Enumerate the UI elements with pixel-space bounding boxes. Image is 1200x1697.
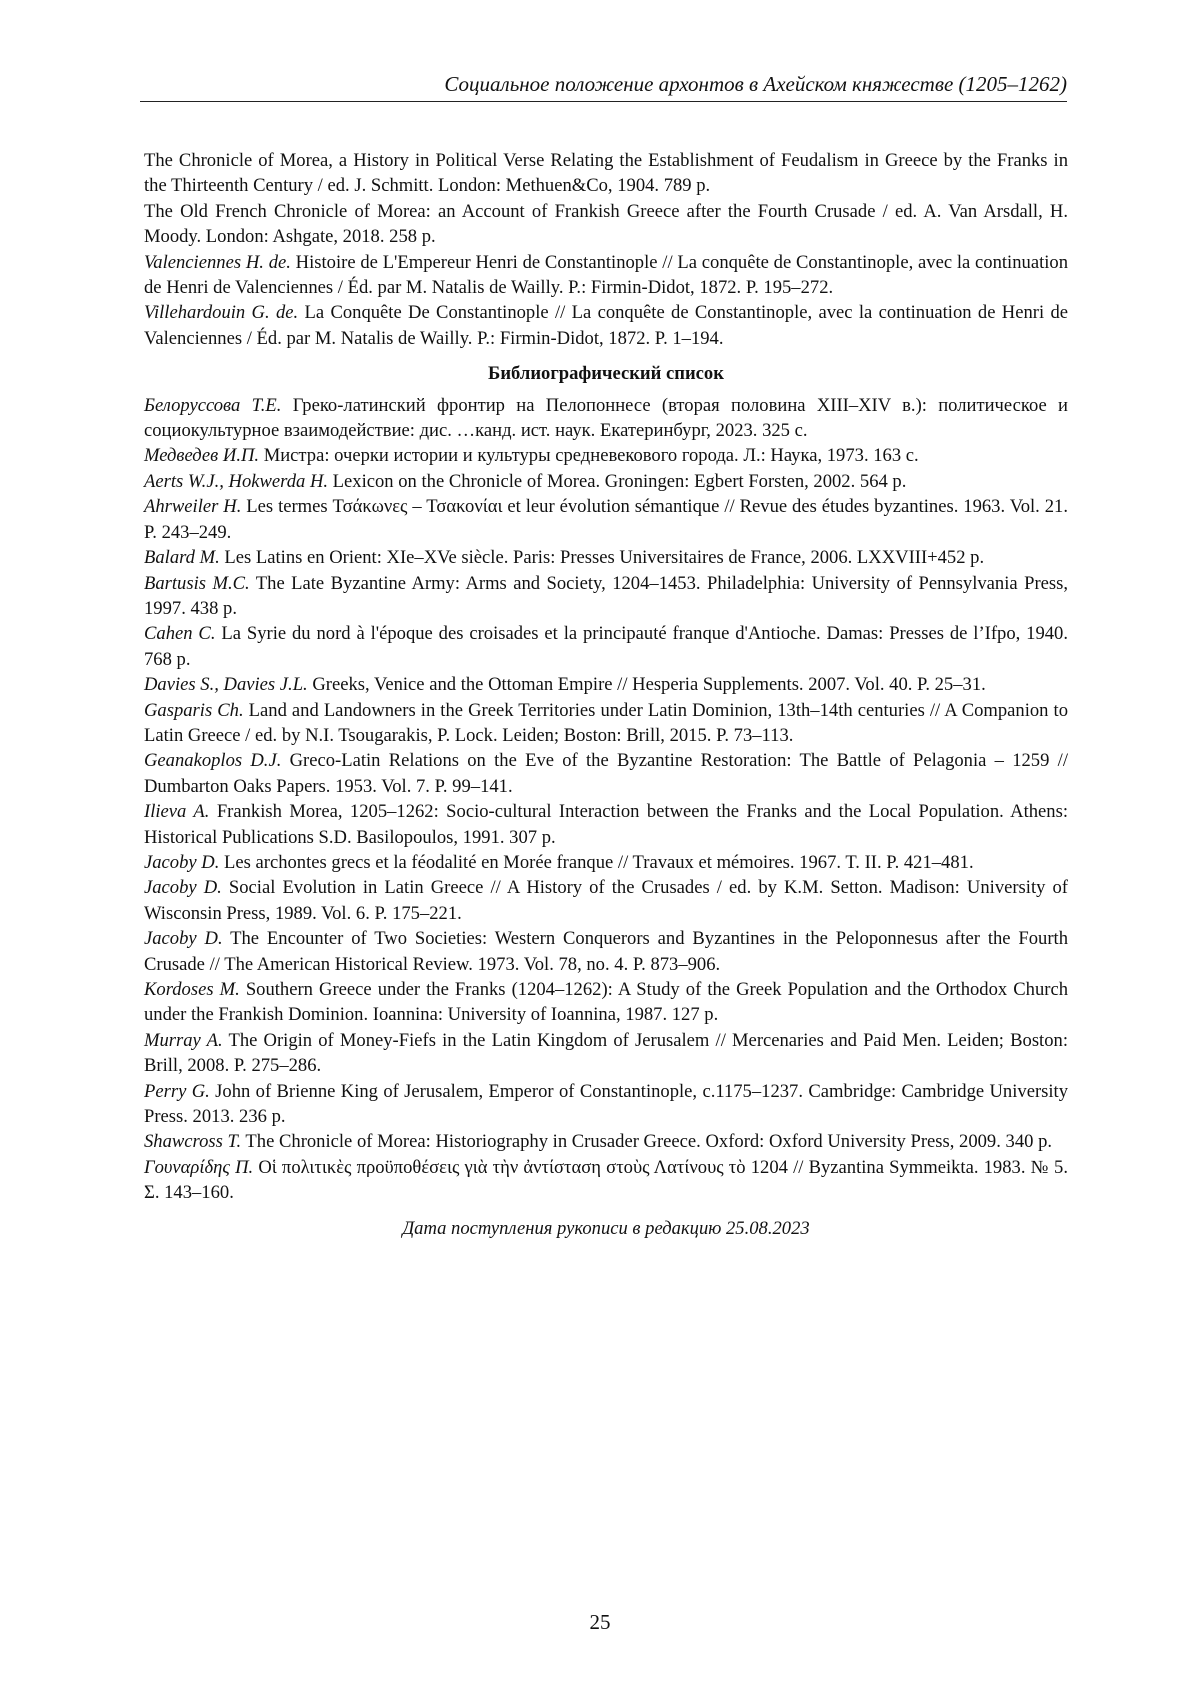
entry-author: Ilieva A. [144,801,209,822]
bibliography-entry [144,545,1068,570]
source-entry [144,300,1068,351]
bibliography-entry [144,443,1068,468]
bibliography-list [144,393,1068,1206]
entry-author: Villehardouin G. de. [144,302,298,323]
bibliography-entry [144,875,1068,926]
entry-author: Белоруссова Т.Е. [144,395,281,416]
entry-text: La Conquête De Constantinople // La conquête de Constantinople, avec la continuation de Henri de Valenciennes / Éd. par M. Natalis de Wailly. P.: Firmin-Didot, 1872. P. 1–194. [144,302,1068,348]
entry-text: La Syrie du nord à l'époque des croisades et la principauté franque d'Antioche. Damas: Presses de l’Ifpo, 1940. 768 p. [144,623,1068,669]
entry-text: The Origin of Money-Fiefs in the Latin Kingdom of Jerusalem // Mercenaries and Paid Men. Leiden; Boston: Brill, 2008. P. 275–286. [144,1030,1068,1076]
bibliography-entry [144,1155,1068,1206]
entry-text: Οἱ πολιτικὲς προϋποθέσεις γιὰ τὴν ἀντίσταση στοὺς Λατίνους τὸ 1204 // Byzantina Symmeikta. 1983. № 5. Σ. 143–160. [144,1157,1068,1203]
manuscript-received-date: Дата поступления рукописи в редакцию 25.08.2023 [144,1216,1068,1241]
entry-text: Lexicon on the Chronicle of Morea. Groningen: Egbert Forsten, 2002. 564 p. [328,471,906,492]
entry-text: The Chronicle of Morea: Historiography in Crusader Greece. Oxford: Oxford University Press, 2009. 340 p. [241,1131,1052,1152]
bibliography-entry [144,850,1068,875]
bibliography-entry [144,1079,1068,1130]
entry-author: Aerts W.J., Hokwerda H. [144,471,328,492]
bibliography-entry [144,748,1068,799]
bibliography-entry [144,393,1068,444]
entry-text: Греко-латинский фронтир на Пелопоннесе (вторая половина XIII–XIV в.): политическое и социокультурное взаимодействие: дис. …канд. ист. наук. Екатеринбург, 2023. 325 с. [144,395,1068,441]
running-header: Социальное положение архонтов в Ахейском княжестве (1205–1262) [140,70,1067,98]
entry-text: Мистра: очерки истории и культуры средневекового города. Л.: Наука, 1973. 163 с. [259,445,919,466]
entry-author: Cahen C. [144,623,215,644]
bibliography-entry [144,1028,1068,1079]
bibliography-entry [144,1129,1068,1154]
entry-author: Gasparis Ch. [144,700,244,721]
bibliography-entry [144,621,1068,672]
entry-author: Jacoby D. [144,877,222,898]
entry-text: Land and Landowners in the Greek Territories under Latin Dominion, 13th–14th centuries // A Companion to Latin Greece / ed. by N.I. Tsougarakis, P. Lock. Leiden; Boston: Brill, 2015. P. 73–113. [144,700,1068,746]
bibliography-entry [144,672,1068,697]
entry-author: Медведев И.П. [144,445,259,466]
bibliography-entry [144,571,1068,622]
entry-author: Γουναρίδης Π. [144,1157,253,1178]
entry-text: Greeks, Venice and the Ottoman Empire // Hesperia Supplements. 2007. Vol. 40. P. 25–31. [308,674,986,695]
entry-text: Greco-Latin Relations on the Eve of the Byzantine Restoration: The Battle of Pelagonia – 1259 // Dumbarton Oaks Papers. 1953. Vol. 7. P. 99–141. [144,750,1068,796]
bibliography-title: Библиографический список [144,361,1068,386]
entry-text: John of Brienne King of Jerusalem, Emperor of Constantinople, c.1175–1237. Cambridge: Cambridge University Press. 2013. 236 p. [144,1081,1068,1127]
entry-text: Social Evolution in Latin Greece // A History of the Crusades / ed. by K.M. Setton. Madison: University of Wisconsin Press, 1989. Vol. 6. P. 175–221. [144,877,1068,923]
entry-text: Les termes Τσάκωνες – Τσακονίαι et leur évolution sémantique // Revue des études byzantines. 1963. Vol. 21. P. 243–249. [144,496,1068,542]
bibliography-entry [144,799,1068,850]
entry-text: The Chronicle of Morea, a History in Political Verse Relating the Establishment of Feudalism in Greece by the Franks in the Thirteenth Century / ed. J. Schmitt. London: Methuen&Co, 1904. 789 p. [144,150,1068,196]
bibliography-entry [144,926,1068,977]
bibliography-entry [144,469,1068,494]
entry-text: Les archontes grecs et la féodalité en Morée franque // Travaux et mémoires. 1967. T. II. P. 421–481. [219,852,973,873]
entry-author: Balard M. [144,547,220,568]
source-entry [144,148,1068,199]
entry-text: Southern Greece under the Franks (1204–1262): A Study of the Greek Population and the Orthodox Church under the Frankish Dominion. Ioannina: University of Ioannina, 1987. 127 p. [144,979,1068,1025]
page-number: 25 [0,1608,1200,1636]
header-rule [140,101,1067,102]
sources-list [144,148,1068,351]
bibliography-entry [144,494,1068,545]
entry-author: Jacoby D. [144,852,219,873]
entry-author: Ahrweiler H. [144,496,241,517]
entry-text: Frankish Morea, 1205–1262: Socio-cultural Interaction between the Franks and the Local Population. Athens: Historical Publications S.D. Basilopoulos, 1991. 307 p. [144,801,1068,847]
entry-text: The Old French Chronicle of Morea: an Account of Frankish Greece after the Fourth Crusade / ed. A. Van Arsdall, H. Moody. London: Ashgate, 2018. 258 p. [144,201,1068,247]
entry-text: The Encounter of Two Societies: Western Conquerors and Byzantines in the Peloponnesus after the Fourth Crusade // The American Historical Review. 1973. Vol. 78, no. 4. P. 873–906. [144,928,1068,974]
entry-author: Valenciennes H. de. [144,252,291,273]
entry-author: Shawcross T. [144,1131,241,1152]
source-entry [144,250,1068,301]
document-page [0,0,1200,1697]
entry-author: Davies S., Davies J.L. [144,674,308,695]
entry-author: Kordoses M. [144,979,240,1000]
body-text [144,148,1068,1241]
entry-author: Geanakoplos D.J. [144,750,281,771]
entry-author: Jacoby D. [144,928,223,949]
entry-text: The Late Byzantine Army: Arms and Society, 1204–1453. Philadelphia: University of Pennsylvania Press, 1997. 438 p. [144,573,1068,619]
entry-text: Histoire de L'Empereur Henri de Constantinople // La conquête de Constantinople, avec la continuation de Henri de Valenciennes / Éd. par M. Natalis de Wailly. P.: Firmin-Didot, 1872. P. 195–272. [144,252,1068,298]
entry-author: Murray A. [144,1030,223,1051]
entry-author: Bartusis M.C. [144,573,250,594]
source-entry [144,199,1068,250]
entry-text: Les Latins en Orient: XIe–XVe siècle. Paris: Presses Universitaires de France, 2006. LXXVIII+452 p. [220,547,984,568]
bibliography-entry [144,977,1068,1028]
bibliography-entry [144,698,1068,749]
entry-author: Perry G. [144,1081,210,1102]
